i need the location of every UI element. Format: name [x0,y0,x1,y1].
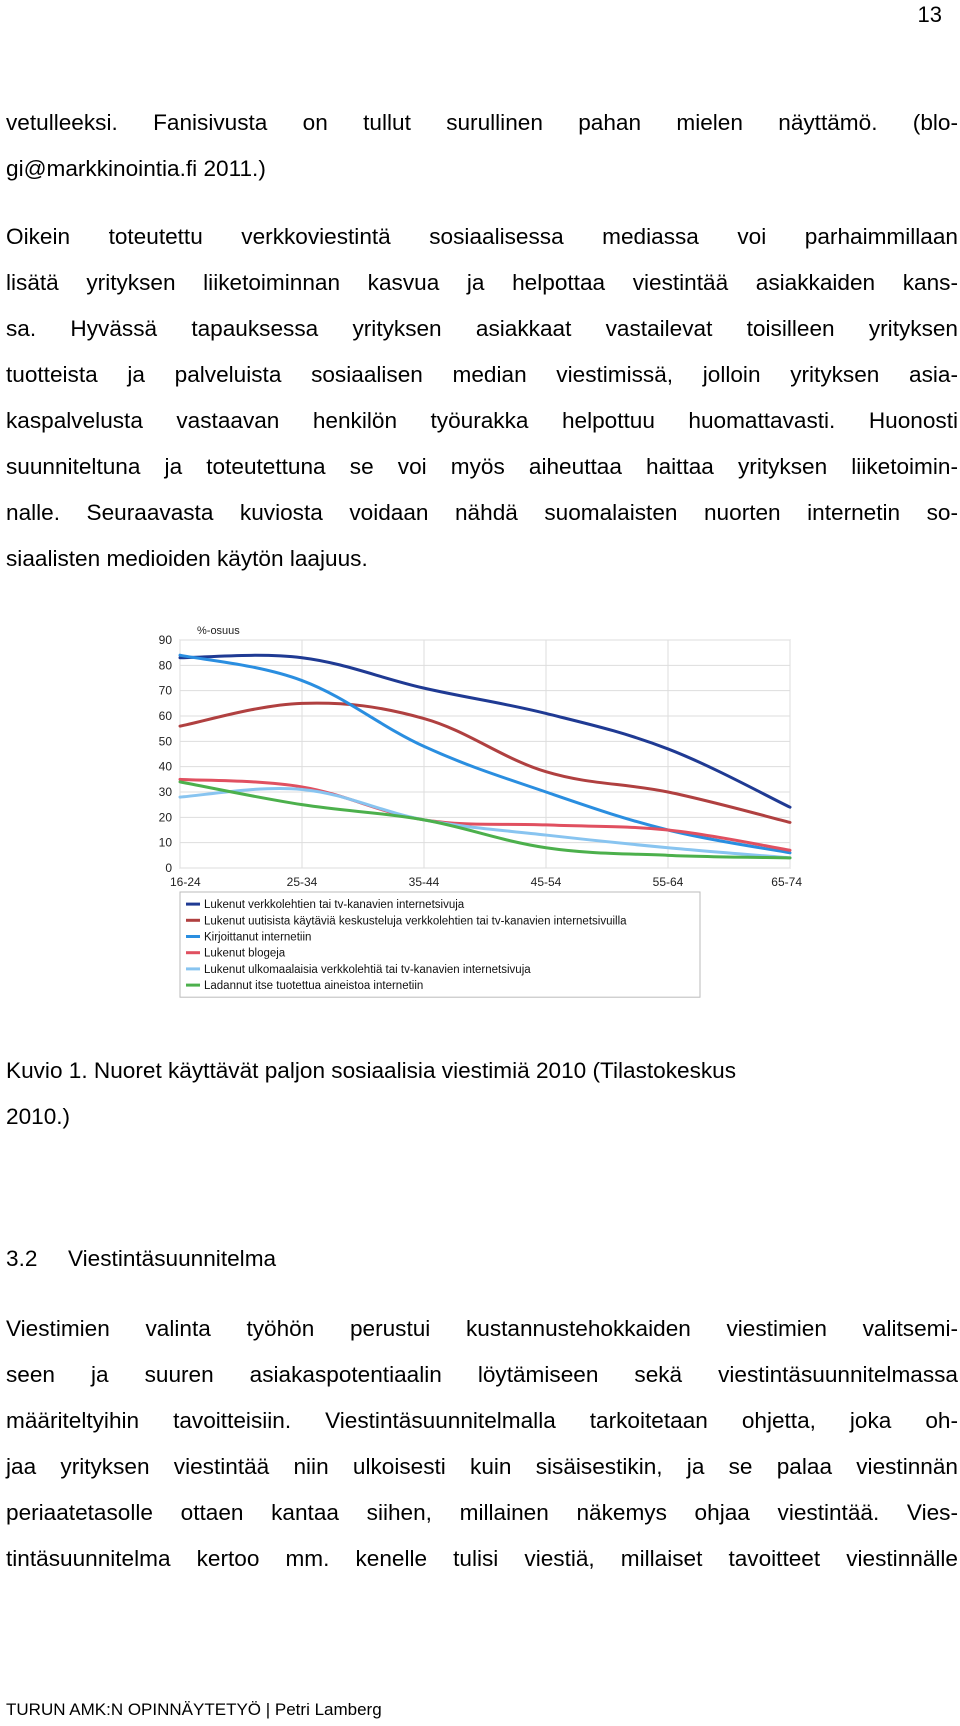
legend-label: Kirjoittanut internetiin [204,931,312,944]
chart-legend [180,892,700,997]
text-line: tintäsuunnitelma kertoo mm. kenelle tulisi viestiä, millaiset tavoitteet viestinnälle [6,1546,958,1571]
text-line: periaatetasolle ottaen kantaa siihen, millainen näkemys ohjaa viestintää. Vies- [6,1500,958,1525]
x-tick-label: 25-34 [286,875,318,889]
text-line: lisätä yrityksen liiketoiminnan kasvua ja helpottaa viestintää asiakkaiden kans- [6,270,958,295]
caption-line: Kuvio 1. Nuoret käyttävät paljon sosiaalisia viestimiä 2010 (Tilastokeskus [6,1058,737,1083]
page-footer: TURUN AMK:N OPINNÄYTETYÖ | Petri Lamberg [6,1700,382,1719]
y-tick-label: 30 [158,785,172,799]
y-tick-label: 90 [158,633,172,647]
caption-line: 2010.) [6,1104,71,1129]
paragraph [6,1306,958,1582]
y-tick-label: 0 [165,861,172,875]
text-line: sa. Hyvässä tapauksessa yrityksen asiakkaat vastailevat toisilleen yrityksen [6,316,958,341]
y-tick-label: 80 [158,658,172,673]
x-tick-label: 65-74 [771,875,802,889]
text-line: gi@markkinointia.fi 2011.) [6,156,266,181]
text-line: määriteltyihin tavoitteisiin. Viestintäsuunnitelmalla tarkoitetaan ohjetta, joka oh- [6,1408,958,1433]
y-axis-ticks [159,633,173,875]
chart-series [180,655,790,858]
section-number: 3.2 [6,1246,38,1271]
y-axis-label: %-osuus [197,625,240,637]
y-tick-label: 10 [158,835,172,850]
paragraph [6,214,958,582]
series-line [180,782,790,858]
y-tick-label: 20 [158,810,172,825]
y-tick-label: 50 [158,734,172,749]
legend-label: Lukenut blogeja [204,947,286,960]
y-tick-label: 60 [158,709,172,723]
text-line: tuotteista ja palveluista sosiaalisen median viestimissä, jolloin yrityksen asia- [6,362,958,387]
text-line: nalle. Seuraavasta kuviosta voidaan nähdä suomalaisten nuorten internetin so- [6,500,958,525]
paragraph [6,100,958,192]
section-title: Viestintäsuunnitelma [68,1246,277,1271]
y-tick-label: 70 [158,683,172,698]
text-line: seen ja suuren asiakaspotentiaalin löytämiseen sekä viestintäsuunnitelmassa [6,1362,958,1387]
y-tick-label: 40 [158,759,172,774]
x-tick-label: 55-64 [652,875,684,889]
legend-label: Lukenut ulkomaalaisia verkkolehtiä tai tv-kanavien internetsivuja [204,963,531,976]
x-tick-label: 45-54 [530,875,562,889]
text-line: Viestimien valinta työhön perustui kustannustehokkaiden viestimien valitsemi- [6,1316,958,1341]
text-line: suunniteltuna ja toteutettuna se voi myös aiheuttaa haittaa yrityksen liiketoimin- [6,454,958,479]
text-line: kaspalvelusta vastaavan henkilön työurakka helpottuu huomattavasti. Huonosti [6,408,958,433]
figure-caption [6,1048,736,1140]
x-axis-ticks [170,875,802,889]
text-line: jaa yrityksen viestintää niin ulkoisesti kuin sisäisestikin, ja se palaa viestinnän [6,1454,958,1479]
section-heading [6,1236,276,1282]
legend-label: Lukenut verkkolehtien tai tv-kanavien internetsivuja [204,899,465,912]
text-line: vetulleeksi. Fanisivusta on tullut surullinen pahan mielen näyttämö. (blo- [6,110,958,135]
x-tick-label: 35-44 [408,875,440,889]
x-tick-label: 16-24 [170,875,201,889]
legend-label: Lukenut uutisista käytäviä keskusteluja verkkolehtien tai tv-kanavien internetsivuilla [204,915,627,928]
text-line: siaalisten medioiden käytön laajuus. [6,546,368,571]
legend-label: Ladannut itse tuotettua aineistoa internetiin [204,980,424,993]
text-line: Oikein toteutettu verkkoviestintä sosiaalisessa mediassa voi parhaimmillaan [6,224,958,249]
page-number: 13 [917,2,942,27]
line-chart [150,620,810,1020]
